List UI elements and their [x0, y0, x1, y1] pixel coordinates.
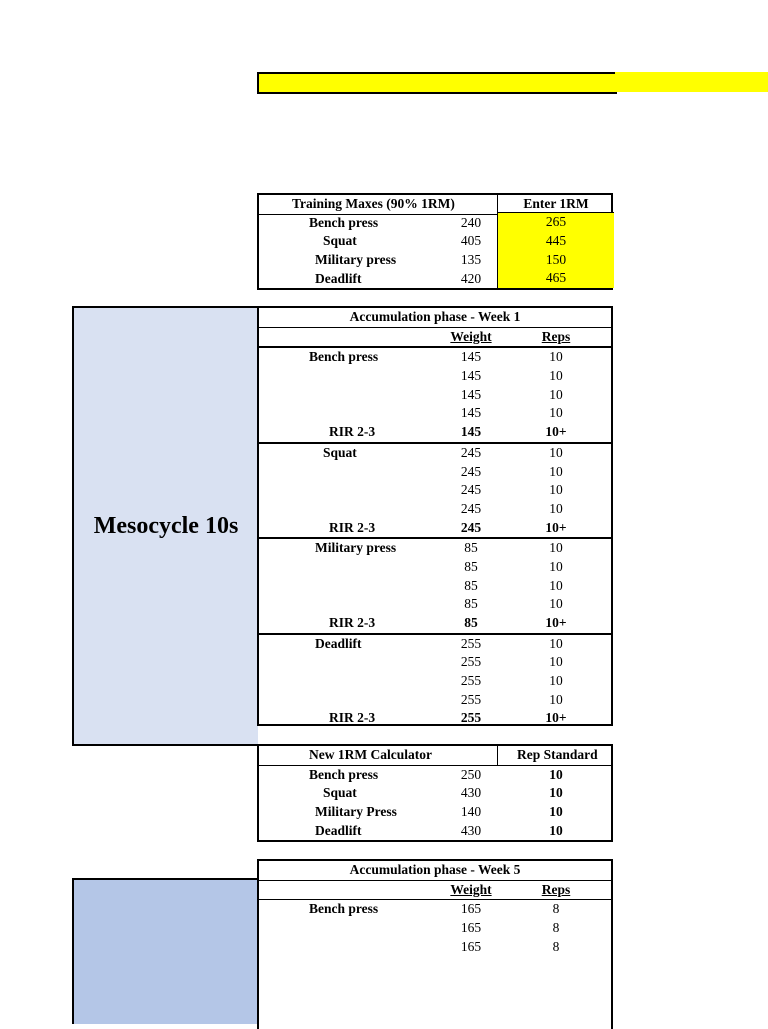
set-reps: 10+ — [545, 615, 567, 630]
tm-row: Squat 405 — [323, 233, 482, 249]
week5-title: Accumulation phase - Week 5 — [349, 862, 521, 877]
set-weight: 245 — [460, 500, 482, 516]
week1-body — [259, 346, 611, 728]
set-row — [259, 444, 611, 463]
mesocycle-label-panel — [72, 306, 258, 746]
exercise-name: Deadlift — [315, 635, 362, 651]
set-row — [259, 539, 611, 558]
set-row: Bench press 165 8 — [309, 901, 560, 917]
set-row: 165 8 — [460, 920, 560, 936]
exercise-block — [259, 537, 611, 632]
set-weight: 255 — [460, 635, 482, 651]
enter-1rm-header: Enter 1RM — [498, 195, 614, 213]
set-row — [259, 481, 611, 500]
tm-row: Military press 135 — [315, 252, 482, 268]
set-weight: 145 — [460, 424, 482, 440]
set-reps: 10 — [549, 463, 563, 479]
set-reps: 10 — [549, 368, 563, 384]
set-weight: 145 — [460, 405, 482, 421]
calc-row: Bench press 250 10 — [309, 766, 563, 782]
exercise-block — [259, 346, 611, 441]
week5-column-headers — [259, 880, 611, 901]
tm-row: Deadlift 420 — [315, 270, 482, 286]
set-row — [259, 367, 611, 386]
set-row — [259, 348, 611, 367]
rep-standard-header: Rep Standard — [517, 747, 598, 762]
set-reps: 10 — [549, 405, 563, 421]
week1-column-headers — [259, 327, 611, 347]
rir-row — [259, 614, 611, 633]
exercise-name: Squat — [323, 444, 357, 460]
set-weight: 85 — [464, 577, 478, 593]
training-maxes-header: Training Maxes (90% 1RM) — [292, 196, 455, 211]
set-reps: 10 — [549, 691, 563, 707]
set-weight: 255 — [460, 673, 482, 689]
set-weight: 85 — [464, 540, 478, 556]
set-weight: 255 — [460, 691, 482, 707]
week1-table — [257, 306, 613, 726]
set-weight: 255 — [460, 654, 482, 670]
set-weight: 85 — [464, 558, 478, 574]
reps-header: Reps — [541, 328, 571, 344]
header-divider — [259, 214, 497, 215]
set-reps: 10 — [549, 386, 563, 402]
set-reps: 10+ — [545, 710, 567, 726]
exercise-block — [259, 442, 611, 537]
enter-1rm-input[interactable]: 150 — [498, 251, 614, 270]
enter-1rm-input[interactable]: 465 — [498, 269, 614, 288]
set-reps: 10+ — [545, 519, 567, 535]
enter-1rm-column — [497, 195, 614, 288]
set-row — [259, 500, 611, 519]
week5-table — [257, 859, 613, 1029]
weight-header: Weight — [450, 328, 492, 344]
calc-row: Squat 430 10 — [323, 785, 563, 801]
rir-label: RIR 2-3 — [329, 710, 376, 726]
set-row — [259, 635, 611, 654]
calculator-header-row — [259, 746, 611, 766]
rir-row — [259, 519, 611, 538]
set-weight: 85 — [464, 596, 478, 612]
rir-row — [259, 423, 611, 442]
set-weight: 245 — [460, 463, 482, 479]
week1-title: Accumulation phase - Week 1 — [349, 309, 521, 324]
rir-label: RIR 2-3 — [329, 615, 376, 630]
training-maxes-table — [257, 193, 613, 290]
set-reps: 10 — [549, 654, 563, 670]
rir-label: RIR 2-3 — [329, 424, 376, 440]
calc-row: Deadlift 430 10 — [315, 822, 563, 838]
set-reps: 10 — [549, 500, 563, 516]
mesocycle-label: Mesocycle 10s — [93, 512, 239, 539]
set-row — [259, 404, 611, 423]
set-row — [259, 577, 611, 596]
title-highlight-extension — [615, 72, 768, 92]
set-row — [259, 672, 611, 691]
set-reps: 10 — [549, 635, 563, 651]
set-reps: 10 — [549, 482, 563, 498]
set-row — [259, 595, 611, 614]
set-row: 165 8 — [460, 938, 560, 954]
set-row — [259, 653, 611, 672]
set-weight: 145 — [460, 386, 482, 402]
enter-1rm-input[interactable]: 265 — [498, 213, 614, 232]
weight-header: Weight — [450, 881, 492, 897]
mesocycle2-label-panel — [72, 878, 258, 1024]
set-weight: 245 — [460, 519, 482, 535]
set-reps: 10+ — [545, 424, 567, 440]
set-weight: 245 — [460, 444, 482, 460]
set-row — [259, 691, 611, 710]
set-row — [259, 386, 611, 405]
set-reps: 10 — [549, 673, 563, 689]
set-reps: 10 — [549, 444, 563, 460]
new-1rm-calculator — [257, 744, 613, 842]
set-weight: 255 — [460, 710, 482, 726]
set-weight: 85 — [464, 615, 478, 630]
calculator-header: New 1RM Calculator — [309, 747, 432, 762]
set-reps: 10 — [549, 596, 563, 612]
calc-row: Military Press 140 10 — [315, 804, 563, 820]
set-weight: 245 — [460, 482, 482, 498]
set-weight: 145 — [460, 368, 482, 384]
set-reps: 10 — [549, 558, 563, 574]
set-weight: 145 — [460, 349, 482, 365]
training-maxes-column — [259, 195, 497, 288]
title-highlight-bar — [257, 72, 617, 94]
calculator-divider — [497, 746, 498, 765]
exercise-block — [259, 633, 611, 728]
exercise-name: Bench press — [309, 349, 379, 365]
enter-1rm-input[interactable]: 445 — [498, 232, 614, 251]
rir-row — [259, 709, 611, 728]
set-reps: 10 — [549, 540, 563, 556]
set-reps: 10 — [549, 349, 563, 365]
set-reps: 10 — [549, 577, 563, 593]
tm-row: Bench press 240 — [309, 214, 482, 230]
rir-label: RIR 2-3 — [329, 519, 376, 535]
reps-header: Reps — [541, 881, 571, 897]
set-row — [259, 558, 611, 577]
set-row — [259, 463, 611, 482]
exercise-name: Military press — [315, 540, 397, 556]
